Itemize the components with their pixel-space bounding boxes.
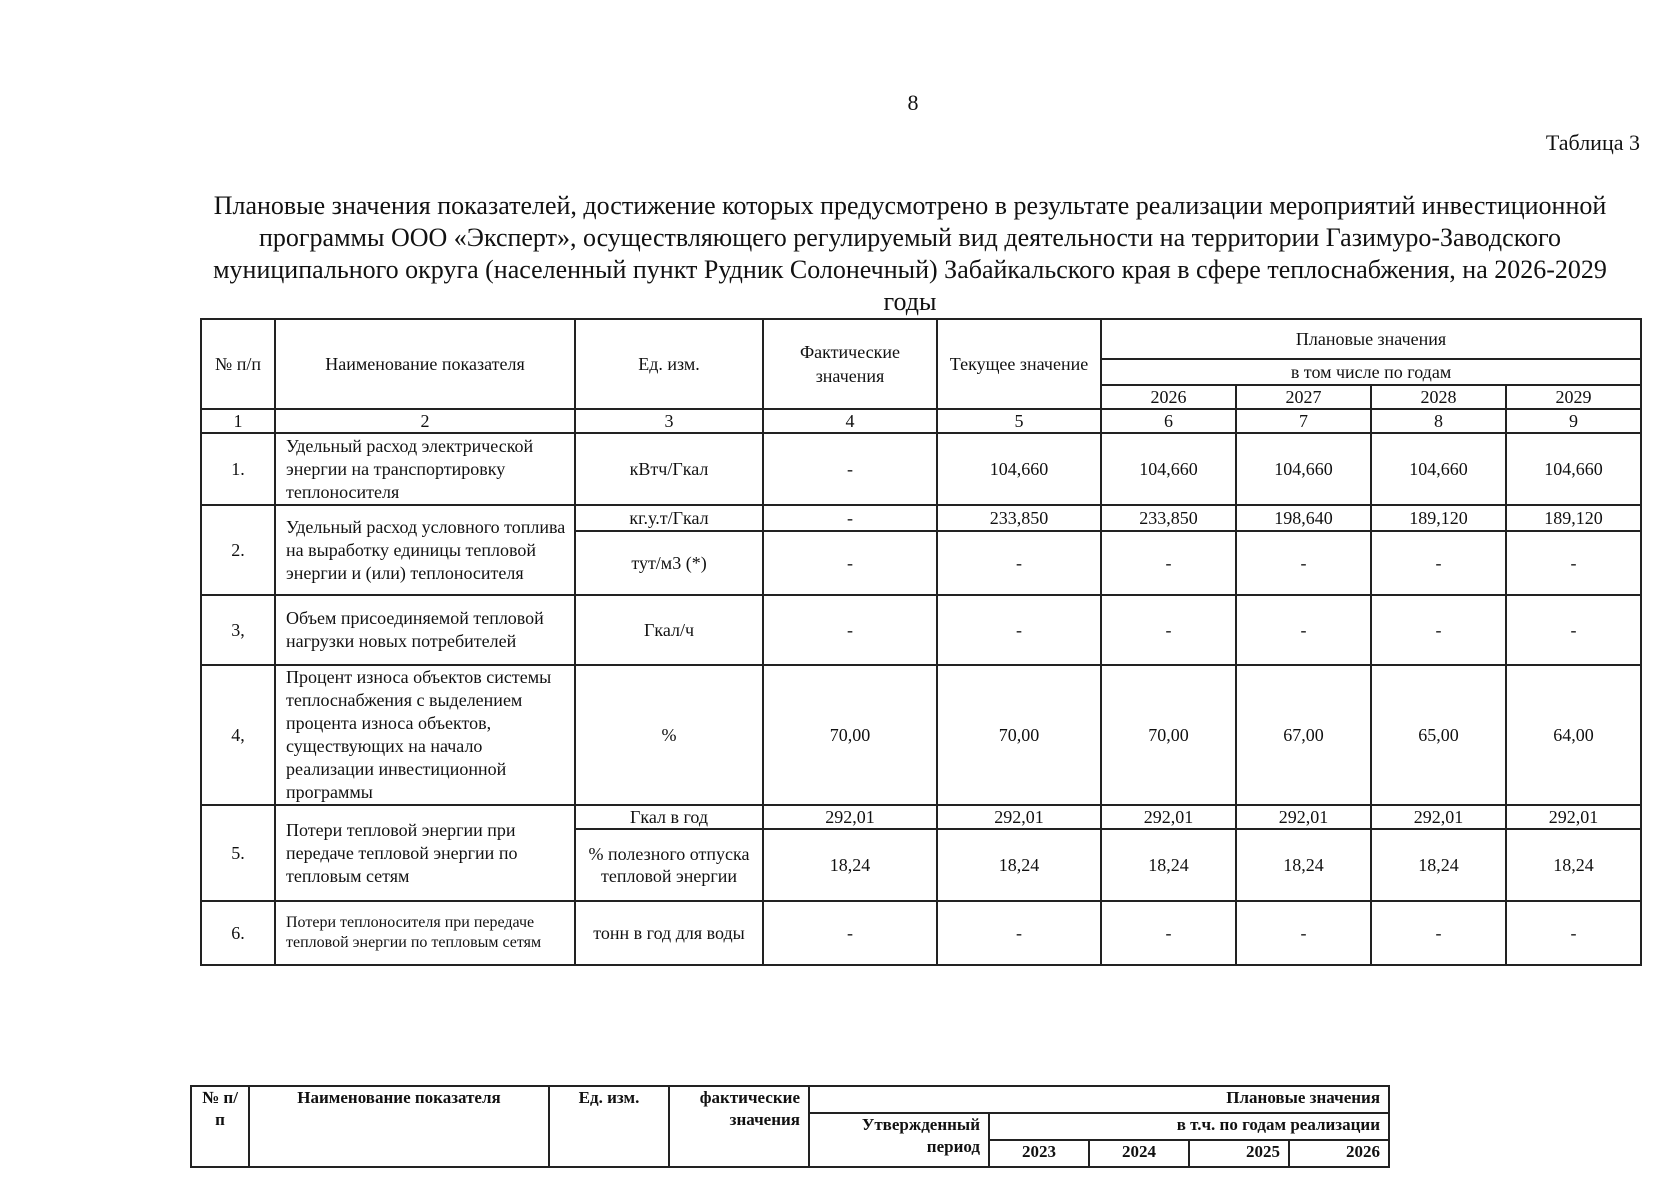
column-number: 6 (1101, 409, 1236, 433)
row-2026: - (1101, 531, 1236, 595)
row-2028: 104,660 (1371, 433, 1506, 505)
row-actual: 70,00 (763, 665, 937, 805)
row-current: 104,660 (937, 433, 1101, 505)
row-2027: - (1236, 901, 1371, 965)
column-number: 9 (1506, 409, 1641, 433)
second-header-name: Наименование показателя (249, 1086, 549, 1167)
header-year: 2029 (1506, 385, 1641, 409)
second-header-year: 2025 (1189, 1140, 1289, 1167)
row-2028: 189,120 (1371, 505, 1506, 531)
header-by-years: в том числе по годам (1101, 359, 1641, 385)
row-2029: 189,120 (1506, 505, 1641, 531)
row-name: Удельный расход электрической энергии на транспортировку теплоносителя (275, 433, 575, 505)
row-2029: 64,00 (1506, 665, 1641, 805)
row-2026: 18,24 (1101, 829, 1236, 901)
row-2026: 233,850 (1101, 505, 1236, 531)
row-num: 6. (201, 901, 275, 965)
header-planned: Плановые значения (1101, 319, 1641, 359)
row-actual: - (763, 595, 937, 665)
row-actual: - (763, 433, 937, 505)
row-2027: 67,00 (1236, 665, 1371, 805)
second-header-unit: Ед. изм. (549, 1086, 669, 1167)
row-unit: % (575, 665, 763, 805)
row-current: 18,24 (937, 829, 1101, 901)
column-number: 2 (275, 409, 575, 433)
row-2027: 292,01 (1236, 805, 1371, 829)
column-number: 8 (1371, 409, 1506, 433)
row-unit: % полезного отпуска тепловой энергии (575, 829, 763, 901)
row-current: 233,850 (937, 505, 1101, 531)
row-unit: Гкал/ч (575, 595, 763, 665)
column-number: 5 (937, 409, 1101, 433)
row-num: 2. (201, 505, 275, 595)
header-year: 2028 (1371, 385, 1506, 409)
row-2027: 104,660 (1236, 433, 1371, 505)
header-num: № п/п (201, 319, 275, 409)
row-name: Потери тепловой энергии при передаче тепловой энергии по тепловым сетям (275, 805, 575, 901)
row-2028: - (1371, 531, 1506, 595)
row-current: 292,01 (937, 805, 1101, 829)
row-2027: - (1236, 595, 1371, 665)
second-header-by-years: в т.ч. по годам реализации (989, 1113, 1389, 1140)
row-current: 70,00 (937, 665, 1101, 805)
row-unit: тонн в год для воды (575, 901, 763, 965)
row-2029: - (1506, 901, 1641, 965)
column-number: 7 (1236, 409, 1371, 433)
row-2029: 104,660 (1506, 433, 1641, 505)
table-row (201, 901, 1641, 965)
row-2029: - (1506, 531, 1641, 595)
row-2028: - (1371, 901, 1506, 965)
row-unit: Гкал в год (575, 805, 763, 829)
row-2026: 70,00 (1101, 665, 1236, 805)
column-number: 4 (763, 409, 937, 433)
table-row (201, 665, 1641, 805)
header-actual: Фактические значения (763, 319, 937, 409)
header-unit: Ед. изм. (575, 319, 763, 409)
row-current: - (937, 901, 1101, 965)
column-number: 1 (201, 409, 275, 433)
row-num: 4, (201, 665, 275, 805)
header-current: Текущее значение (937, 319, 1101, 409)
row-2027: 18,24 (1236, 829, 1371, 901)
row-name: Удельный расход условного топлива на выработку единицы тепловой энергии и (или) теплоносителя (275, 505, 575, 595)
second-header-year: 2024 (1089, 1140, 1189, 1167)
row-num: 5. (201, 805, 275, 901)
row-current: - (937, 595, 1101, 665)
row-2029: 292,01 (1506, 805, 1641, 829)
table-row (201, 433, 1641, 505)
row-name: Процент износа объектов системы теплоснабжения с выделением процента износа объектов, существующих на начало реализации инвестиционной программы (275, 665, 575, 805)
row-2028: 18,24 (1371, 829, 1506, 901)
document-title: Плановые значения показателей, достижение которых предусмотрено в результате реализации мероприятий инвестиционной программы ООО «Эксперт», осуществляющего регулируемый вид деятельности на территории Газимуро-Заводского муниципального округа (населенный пункт Рудник Солонечный) Забайкальского края в сфере теплоснабжения, на 2026-2029 годы (213, 191, 1607, 316)
row-unit: тут/м3 (*) (575, 531, 763, 595)
row-2028: 65,00 (1371, 665, 1506, 805)
column-number: 3 (575, 409, 763, 433)
second-table-header (190, 1085, 1390, 1168)
row-actual: - (763, 901, 937, 965)
second-header-planned: Плановые значения (809, 1086, 1389, 1113)
row-current: - (937, 531, 1101, 595)
row-num: 3, (201, 595, 275, 665)
row-actual: 18,24 (763, 829, 937, 901)
table-row (201, 595, 1641, 665)
row-unit: кг.у.т/Гкал (575, 505, 763, 531)
second-header-approved-period: Утвержденный период (809, 1113, 989, 1167)
row-2029: 18,24 (1506, 829, 1641, 901)
header-year: 2026 (1101, 385, 1236, 409)
table-row (201, 505, 1641, 531)
page-number: 8 (907, 90, 919, 115)
row-unit: кВтч/Гкал (575, 433, 763, 505)
row-2029: - (1506, 595, 1641, 665)
header-year: 2027 (1236, 385, 1371, 409)
row-2027: 198,640 (1236, 505, 1371, 531)
second-header-num: № п/п (191, 1086, 249, 1167)
row-2027: - (1236, 531, 1371, 595)
row-name: Потери теплоносителя при передаче тепловой энергии по тепловым сетям (275, 901, 575, 965)
row-2028: - (1371, 595, 1506, 665)
row-2026: - (1101, 595, 1236, 665)
table-row (201, 805, 1641, 829)
row-2026: 104,660 (1101, 433, 1236, 505)
row-2026: - (1101, 901, 1236, 965)
row-2026: 292,01 (1101, 805, 1236, 829)
row-actual: - (763, 531, 937, 595)
second-header-year: 2023 (989, 1140, 1089, 1167)
indicators-table (200, 318, 1642, 966)
row-num: 1. (201, 433, 275, 505)
row-actual: - (763, 505, 937, 531)
header-name: Наименование показателя (275, 319, 575, 409)
row-actual: 292,01 (763, 805, 937, 829)
row-2028: 292,01 (1371, 805, 1506, 829)
second-header-year: 2026 (1289, 1140, 1389, 1167)
table-label: Таблица 3 (1545, 130, 1640, 155)
second-header-actual: фактические значения (669, 1086, 809, 1167)
row-name: Объем присоединяемой тепловой нагрузки новых потребителей (275, 595, 575, 665)
